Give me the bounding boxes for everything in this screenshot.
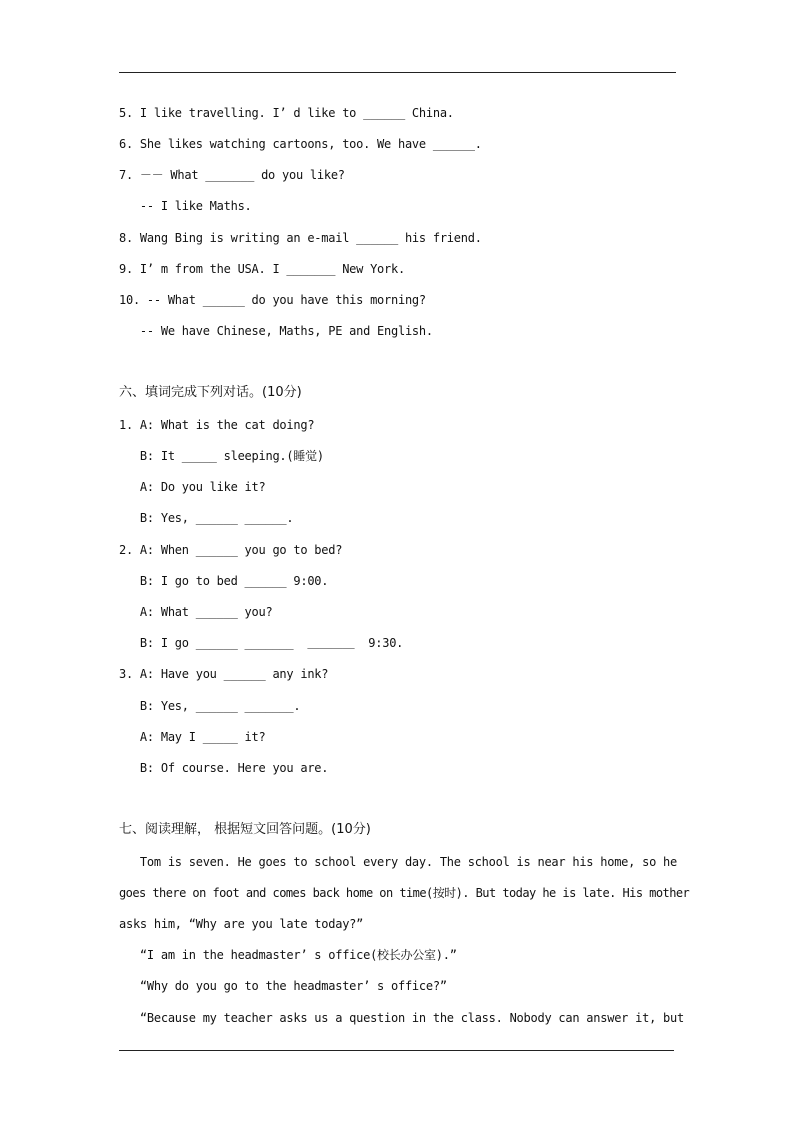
passage-line: Tom is seven. He goes to school every day. The school is near his home, so he (119, 855, 677, 869)
item-10-question: 10. -- What ______ do you have this morning? (119, 293, 426, 307)
passage-line: asks him, “Why are you late today?” (119, 917, 364, 931)
section-7-heading: 七、阅读理解， 根据短文回答问题。(10分) (119, 822, 371, 837)
dialog-line: B: Of course. Here you are. (119, 761, 329, 775)
dialog-line: 3. A: Have you ______ any ink? (119, 667, 329, 681)
passage-line: goes there on foot and comes back home on time(按时). But today he is late. His mother (119, 886, 690, 900)
dialog-line: B: I go to bed ______ 9:00. (119, 574, 329, 588)
passage-line: “Because my teacher asks us a question in the class. Nobody can answer it, but (119, 1011, 684, 1025)
footer-rule (119, 1050, 674, 1051)
section-6-heading: 六、填词完成下列对话。(10分) (119, 385, 302, 400)
item-9: 9. I’ m from the USA. I _______ New York. (119, 262, 405, 276)
item-6: 6. She likes watching cartoons, too. We have ______. (119, 137, 482, 151)
dialog-line: B: It _____ sleeping.(睡觉) (119, 449, 324, 463)
item-7-answer: -- I like Maths. (119, 199, 252, 213)
dialog-line: 1. A: What is the cat doing? (119, 418, 315, 432)
item-5: 5. I like travelling. I’ d like to ______ China. (119, 106, 454, 120)
item-8: 8. Wang Bing is writing an e-mail ______ his friend. (119, 231, 482, 245)
header-rule (119, 72, 676, 73)
passage-line: “I am in the headmaster’ s office(校长办公室).” (119, 948, 457, 962)
dialog-line: B: I go ______ _______ ＿＿＿＿ 9:30. (119, 636, 404, 650)
passage-line: “Why do you go to the headmaster’ s office?” (119, 979, 447, 993)
dialog-line: B: Yes, ______ _______. (119, 699, 301, 713)
dialog-line: B: Yes, ______ ______. (119, 511, 294, 525)
dialog-line: A: Do you like it? (119, 480, 266, 494)
dialog-line: A: May I _____ it? (119, 730, 266, 744)
item-7-question: 7. －－ What _______ do you like? (119, 168, 345, 182)
dialog-line: A: What ______ you? (119, 605, 273, 619)
dialog-line: 2. A: When ______ you go to bed? (119, 543, 343, 557)
item-10-answer: -- We have Chinese, Maths, PE and English. (119, 324, 433, 338)
